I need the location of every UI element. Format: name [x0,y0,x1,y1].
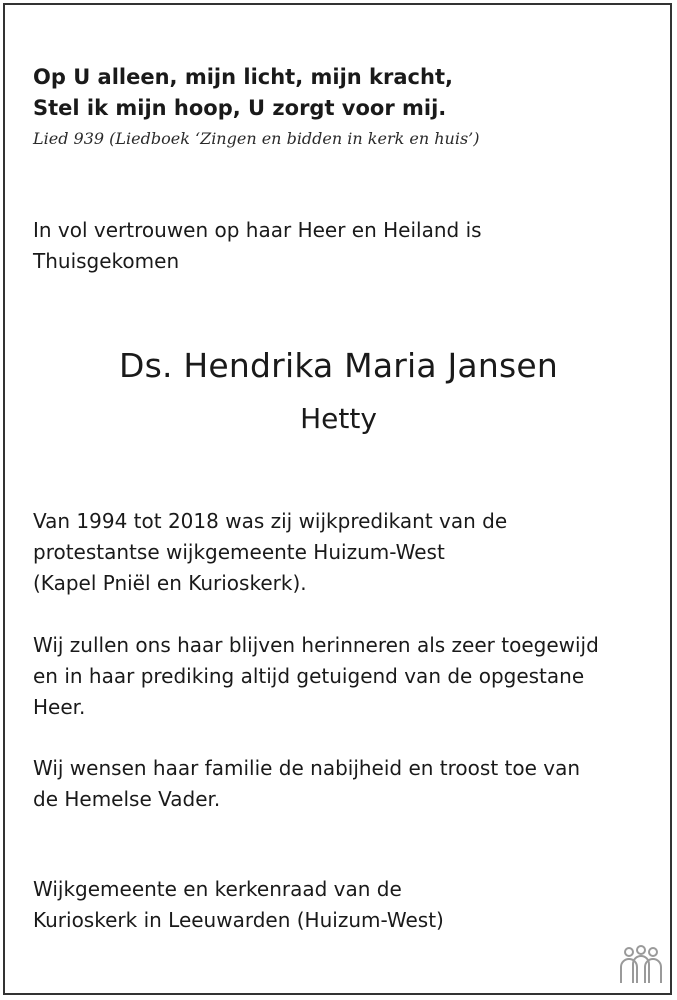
intro-line-2: Thuisgekomen [33,249,180,273]
paragraph-ministry [33,506,507,599]
paragraph-condolence [33,753,580,815]
verse-line-1: Op U alleen, mijn licht, mijn kracht, [33,65,453,89]
hymn-verse [33,62,453,124]
paragraph-line: Wij wensen haar familie de nabijheid en troost toe van [33,756,581,780]
paragraph-line: en in haar prediking altijd getuigend van de opgestane [33,664,585,688]
deceased-name: Ds. Hendrika Maria Jansen [119,346,558,385]
intro-line-1: In vol vertrouwen op haar Heer en Heiland is [33,218,482,242]
hymn-source: Lied 939 (Liedboek ‘Zingen en bidden in kerk en huis’) [33,129,480,148]
signature-line-1: Wijkgemeente en kerkenraad van de [33,877,402,901]
signature [33,874,444,936]
verse-line-2: Stel ik mijn hoop, U zorgt voor mij. [33,96,447,120]
people-group-icon [617,945,665,985]
notice-border [3,3,672,995]
paragraph-line: Van 1994 tot 2018 was zij wijkpredikant van de [33,509,508,533]
paragraph-line: Heer. [33,695,86,719]
paragraph-remembrance [33,630,599,723]
paragraph-line: (Kapel Pniël en Kurioskerk). [33,571,307,595]
intro-text [33,215,482,277]
paragraph-line: de Hemelse Vader. [33,787,221,811]
deceased-nickname: Hetty [300,402,377,435]
paragraph-line: protestantse wijkgemeente Huizum-West [33,540,445,564]
signature-line-2: Kurioskerk in Leeuwarden (Huizum-West) [33,908,444,932]
paragraph-line: Wij zullen ons haar blijven herinneren als zeer toegewijd [33,633,599,657]
